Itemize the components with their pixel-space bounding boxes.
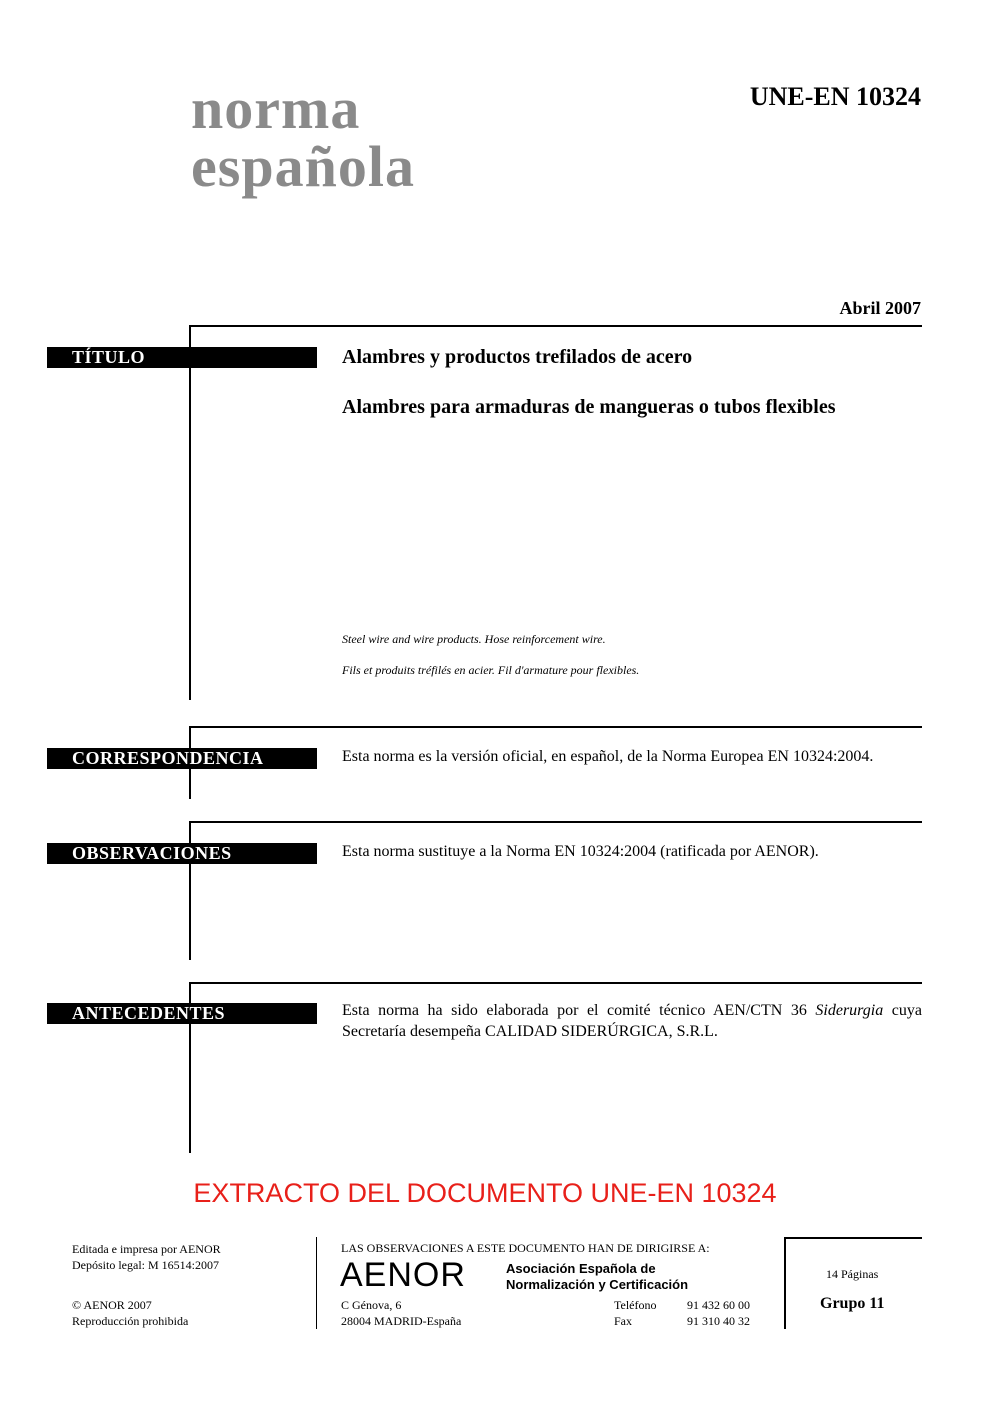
label-titulo: TÍTULO xyxy=(47,347,317,368)
footer-contact-values xyxy=(687,1297,750,1329)
aenor-organization xyxy=(506,1261,688,1293)
antecedentes-text-part-2: cuya Secretaría desempeña CALIDAD SIDERÚRGICA, S.R.L. xyxy=(342,1002,922,1040)
page-count: 14 Páginas xyxy=(826,1267,879,1281)
footer-box-left xyxy=(784,1237,786,1329)
brand-line-2: española xyxy=(191,134,415,199)
address-line-2: 28004 MADRID-España xyxy=(341,1314,462,1328)
label-antecedentes: ANTECEDENTES xyxy=(47,1003,317,1024)
telefono-label: Teléfono xyxy=(614,1298,657,1312)
section-divider-correspondencia xyxy=(189,726,922,728)
section-divider-titulo xyxy=(189,325,922,327)
footer-left-bottom xyxy=(72,1297,188,1329)
aenor-org-line-2: Normalización y Certificación xyxy=(506,1277,689,1292)
antecedentes-committee-name: Siderurgia xyxy=(815,1002,884,1019)
publication-date: Abril 2007 xyxy=(839,298,921,318)
footer-edited: Editada e impresa por AENOR xyxy=(72,1242,221,1256)
label-correspondencia: CORRESPONDENCIA xyxy=(47,748,317,769)
footer-copyright: © AENOR 2007 xyxy=(72,1298,152,1312)
footer-box-top xyxy=(784,1237,922,1239)
footer-divider-left xyxy=(316,1237,317,1329)
aenor-logo: AENOR xyxy=(340,1256,466,1294)
antecedentes-text xyxy=(342,1000,922,1042)
title-english: Steel wire and wire products. Hose reinforcement wire. xyxy=(342,632,606,646)
section-vertical-titulo xyxy=(189,325,191,700)
footer-reproduccion: Reproducción prohibida xyxy=(72,1314,189,1328)
observaciones-text: Esta norma sustituye a la Norma EN 10324:2004 (ratificada por AENOR). xyxy=(342,843,819,860)
label-observaciones: OBSERVACIONES xyxy=(47,843,317,864)
section-divider-antecedentes xyxy=(189,982,922,984)
brand-title xyxy=(191,76,415,199)
footer-left-top xyxy=(72,1241,221,1273)
footer-deposito: Depósito legal: M 16514:2007 xyxy=(72,1258,219,1272)
title-french: Fils et produits tréfilés en acier. Fil d'armature pour flexibles. xyxy=(342,663,640,677)
address-line-1: C Génova, 6 xyxy=(341,1298,402,1312)
telefono-value: 91 432 60 00 xyxy=(687,1298,750,1312)
footer-observaciones-notice: LAS OBSERVACIONES A ESTE DOCUMENTO HAN DE DIRIGIRSE A: xyxy=(341,1241,710,1255)
extract-notice: EXTRACTO DEL DOCUMENTO UNE-EN 10324 xyxy=(193,1178,777,1208)
section-divider-observaciones xyxy=(189,821,922,823)
fax-value: 91 310 40 32 xyxy=(687,1314,750,1328)
correspondencia-text: Esta norma es la versión oficial, en español, de la Norma Europea EN 10324:2004. xyxy=(342,748,874,765)
footer-address xyxy=(341,1297,461,1329)
title-spanish-line-2: Alambres para armaduras de mangueras o tubos flexibles xyxy=(342,396,836,418)
title-spanish-line-1: Alambres y productos trefilados de acero xyxy=(342,346,693,368)
antecedentes-text-part-1: Esta norma ha sido elaborada por el comité técnico AEN/CTN 36 xyxy=(342,1002,816,1019)
fax-label: Fax xyxy=(614,1314,632,1328)
price-group: Grupo 11 xyxy=(820,1295,885,1312)
standard-code: UNE-EN 10324 xyxy=(749,82,921,111)
aenor-org-line-1: Asociación Española de xyxy=(506,1261,656,1276)
footer-contact-labels xyxy=(614,1297,656,1329)
section-vertical-observaciones xyxy=(189,821,191,960)
brand-line-1: norma xyxy=(191,76,361,141)
